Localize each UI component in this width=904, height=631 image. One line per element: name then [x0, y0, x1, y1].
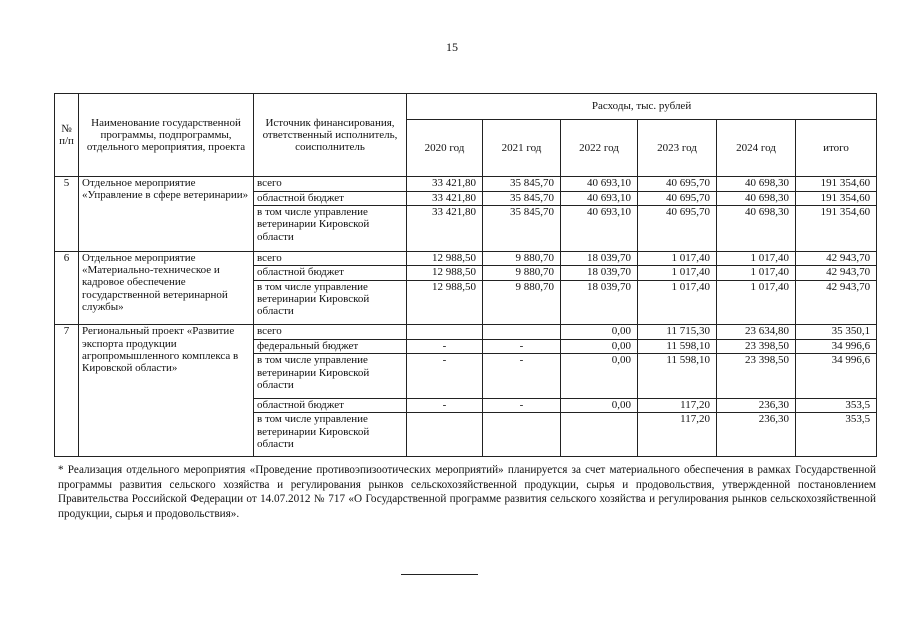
amount-cell: 117,20 [638, 413, 717, 457]
amount-cell: 353,5 [796, 413, 877, 457]
header-total: итого [796, 120, 877, 177]
amount-cell: 18 039,70 [561, 266, 638, 281]
amount-cell: 9 880,70 [483, 266, 561, 281]
funding-source: в том числе управление ветеринарии Кировской области [254, 354, 407, 399]
amount-cell: - [407, 339, 483, 354]
header-year-2024: 2024 год [717, 120, 796, 177]
amount-cell: 236,30 [717, 413, 796, 457]
amount-cell: 12 988,50 [407, 251, 483, 266]
amount-cell: 0,00 [561, 354, 638, 399]
amount-cell: 1 017,40 [717, 266, 796, 281]
amount-cell [483, 413, 561, 457]
amount-cell: 0,00 [561, 325, 638, 340]
amount-cell: 1 017,40 [638, 251, 717, 266]
footer-divider [401, 574, 478, 575]
amount-cell: 33 421,80 [407, 177, 483, 192]
amount-cell: 236,30 [717, 398, 796, 413]
amount-cell: 1 017,40 [717, 280, 796, 325]
header-year-2020: 2020 год [407, 120, 483, 177]
row-number: 6 [55, 251, 79, 325]
amount-cell: 34 996,6 [796, 354, 877, 399]
header-year-2023: 2023 год [638, 120, 717, 177]
table-body [55, 177, 877, 457]
amount-cell: 191 354,60 [796, 177, 877, 192]
amount-cell: 35 845,70 [483, 206, 561, 252]
amount-cell: 33 421,80 [407, 206, 483, 252]
amount-cell: 35 350,1 [796, 325, 877, 340]
amount-cell: 9 880,70 [483, 251, 561, 266]
header-year-2022: 2022 год [561, 120, 638, 177]
amount-cell: - [483, 339, 561, 354]
amount-cell: 40 698,30 [717, 177, 796, 192]
amount-cell: 34 996,6 [796, 339, 877, 354]
amount-cell: 353,5 [796, 398, 877, 413]
row-number: 7 [55, 325, 79, 457]
table-row [55, 251, 877, 266]
amount-cell: - [483, 354, 561, 399]
amount-cell: 12 988,50 [407, 266, 483, 281]
amount-cell: 9 880,70 [483, 280, 561, 325]
amount-cell: 40 695,70 [638, 177, 717, 192]
amount-cell: 0,00 [561, 398, 638, 413]
header-expenses: Расходы, тыс. рублей [407, 94, 877, 120]
amount-cell: 40 693,10 [561, 206, 638, 252]
amount-cell: 35 845,70 [483, 177, 561, 192]
amount-cell: 18 039,70 [561, 280, 638, 325]
amount-cell: - [407, 398, 483, 413]
amount-cell: 40 698,30 [717, 191, 796, 206]
amount-cell: 12 988,50 [407, 280, 483, 325]
amount-cell: - [407, 354, 483, 399]
amount-cell: 33 421,80 [407, 191, 483, 206]
program-name: Отдельное мероприятие «Управление в сфере ветеринарии» [79, 177, 254, 252]
amount-cell: 11 715,30 [638, 325, 717, 340]
header-source: Источник финансирования, ответственный исполнитель, соисполнитель [254, 94, 407, 177]
table-row [55, 325, 877, 340]
amount-cell: 42 943,70 [796, 266, 877, 281]
amount-cell: 40 693,10 [561, 177, 638, 192]
funding-source: в том числе управление ветеринарии Кировской области [254, 280, 407, 325]
header-year-2021: 2021 год [483, 120, 561, 177]
header-name: Наименование государственной программы, подпрограммы, отдельного мероприятия, проекта [79, 94, 254, 177]
funding-source: областной бюджет [254, 398, 407, 413]
amount-cell: 11 598,10 [638, 339, 717, 354]
row-number: 5 [55, 177, 79, 252]
amount-cell: - [483, 398, 561, 413]
amount-cell: 117,20 [638, 398, 717, 413]
funding-source: областной бюджет [254, 191, 407, 206]
table-row [55, 177, 877, 192]
amount-cell: 23 398,50 [717, 354, 796, 399]
funding-source: всего [254, 325, 407, 340]
amount-cell: 35 845,70 [483, 191, 561, 206]
amount-cell: 40 698,30 [717, 206, 796, 252]
amount-cell [407, 325, 483, 340]
amount-cell: 11 598,10 [638, 354, 717, 399]
amount-cell: 191 354,60 [796, 191, 877, 206]
funding-source: всего [254, 177, 407, 192]
funding-source: областной бюджет [254, 266, 407, 281]
amount-cell: 1 017,40 [717, 251, 796, 266]
amount-cell [407, 413, 483, 457]
amount-cell [483, 325, 561, 340]
program-name: Отдельное мероприятие «Материально-техническое и кадровое обеспечение государственной ветеринарной службы» [79, 251, 254, 325]
funding-source: всего [254, 251, 407, 266]
amount-cell [561, 413, 638, 457]
amount-cell: 1 017,40 [638, 280, 717, 325]
footnote: * Реализация отдельного мероприятия «Проведение противоэпизоотических мероприятий» планируется за счет материального обеспечения в рамках Государственной программы развития сельского хозяйства и регулирования рынков сельскохозяйственной продукции, сырья и продовольствия, утвержденной постановлением Правительства Российской Федерации от 14.07.2012 № 717 «О Государственной программе развития сельского хозяйства и регулирования рынков сельскохозяйственной продукции, сырья и продовольствия». [58, 464, 876, 520]
funding-source: федеральный бюджет [254, 339, 407, 354]
funding-source: в том числе управление ветеринарии Кировской области [254, 413, 407, 457]
amount-cell: 1 017,40 [638, 266, 717, 281]
amount-cell: 23 634,80 [717, 325, 796, 340]
amount-cell: 191 354,60 [796, 206, 877, 252]
amount-cell: 40 695,70 [638, 206, 717, 252]
page-number: 15 [446, 40, 458, 54]
program-name: Региональный проект «Развитие экспорта продукции агропромышленного комплекса в Кировской области» [79, 325, 254, 457]
amount-cell: 23 398,50 [717, 339, 796, 354]
budget-table [54, 93, 877, 457]
amount-cell: 42 943,70 [796, 251, 877, 266]
amount-cell: 42 943,70 [796, 280, 877, 325]
amount-cell: 18 039,70 [561, 251, 638, 266]
funding-source: в том числе управление ветеринарии Кировской области [254, 206, 407, 252]
amount-cell: 40 693,10 [561, 191, 638, 206]
amount-cell: 40 695,70 [638, 191, 717, 206]
amount-cell: 0,00 [561, 339, 638, 354]
header-no: № п/п [55, 94, 79, 177]
